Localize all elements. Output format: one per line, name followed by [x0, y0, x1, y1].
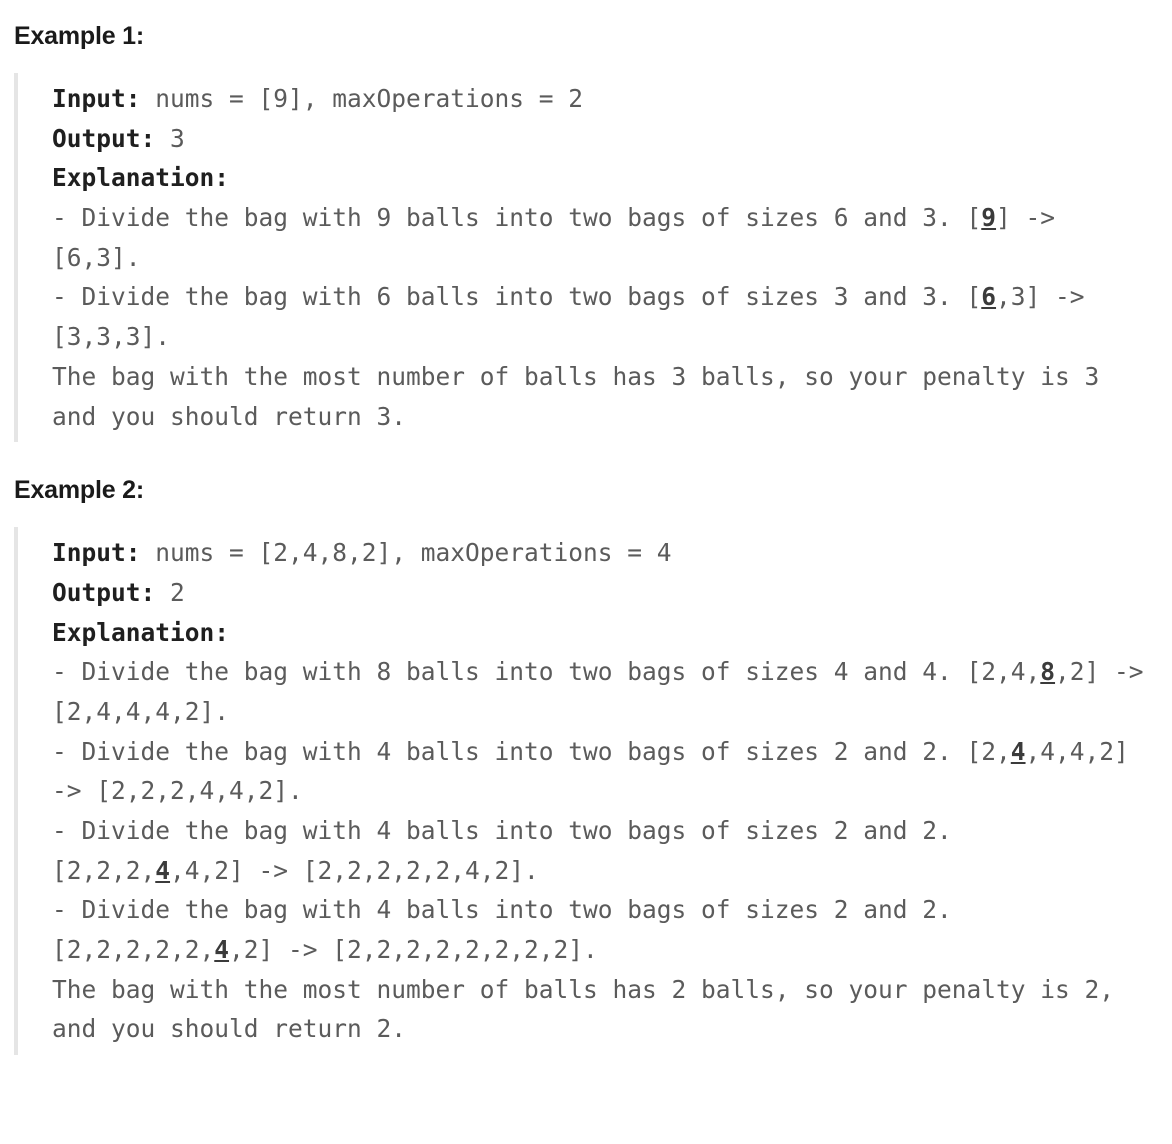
example-2-explanation-line-5: The bag with the most number of balls has 2 balls, so your penalty is 2, and you should return 2. [52, 974, 1129, 1044]
example-2-explanation-line-1: - Divide the bag with 8 balls into two bags of sizes 4 and 4. [2,4,8,2] -> [2,4,4,4,2]. [52, 657, 1159, 726]
example-1-heading: Example 1: [14, 22, 145, 50]
example-1-explanation-line-2: - Divide the bag with 6 balls into two bags of sizes 3 and 3. [6,3] -> [3,3,3]. [52, 282, 1100, 352]
highlight-4-a: 4 [1010, 736, 1026, 766]
output-label: Output: [52, 123, 156, 153]
example-2-code [52, 533, 1158, 1049]
example-1-block [14, 73, 1158, 442]
example-2-explanation-line-4: - Divide the bag with 4 balls into two bags of sizes 2 and 2. [2,2,2,2,2,4,2] -> [2,2,2,2,2,2,2,2]. [52, 895, 967, 965]
output-label: Output: [52, 577, 156, 607]
highlight-9: 9 [981, 203, 997, 233]
example-1-code [52, 79, 1158, 436]
output-value: 2 [155, 577, 185, 607]
highlight-8: 8 [1040, 657, 1056, 687]
example-1-explanation-label: Explanation: [52, 163, 230, 193]
example-1-output-line [52, 119, 1158, 159]
example-2-explanation-line-2: - Divide the bag with 4 balls into two bags of sizes 2 and 2. [2,4,4,4,2] -> [2,2,2,4,4,2]. [52, 736, 1144, 806]
highlight-4-b: 4 [155, 855, 171, 885]
example-2-explanation-label: Explanation: [52, 617, 230, 647]
output-value: 3 [155, 123, 185, 153]
example-2-explanation-line-3: - Divide the bag with 4 balls into two bags of sizes 2 and 2. [2,2,2,4,4,2] -> [2,2,2,2,2,4,2]. [52, 816, 967, 885]
example-1-input-line [52, 79, 1158, 119]
input-value: nums = [9], maxOperations = 2 [140, 84, 584, 113]
example-1-explanation-line-1: - Divide the bag with 9 balls into two bags of sizes 6 and 3. [9] -> [6,3]. [52, 203, 1070, 272]
example-1-explanation-line-3: The bag with the most number of balls has 3 balls, so your penalty is 3 and you should return 3. [52, 361, 1115, 431]
input-label: Input: [52, 84, 141, 113]
highlight-4-c: 4 [214, 935, 230, 965]
example-2-block [14, 527, 1158, 1055]
example-2-input-line [52, 533, 1158, 573]
input-value: nums = [2,4,8,2], maxOperations = 4 [140, 538, 672, 568]
example-2-heading: Example 2: [14, 476, 145, 505]
highlight-6: 6 [981, 282, 997, 312]
input-label: Input: [52, 538, 141, 568]
example-2-output-line [52, 573, 1158, 613]
